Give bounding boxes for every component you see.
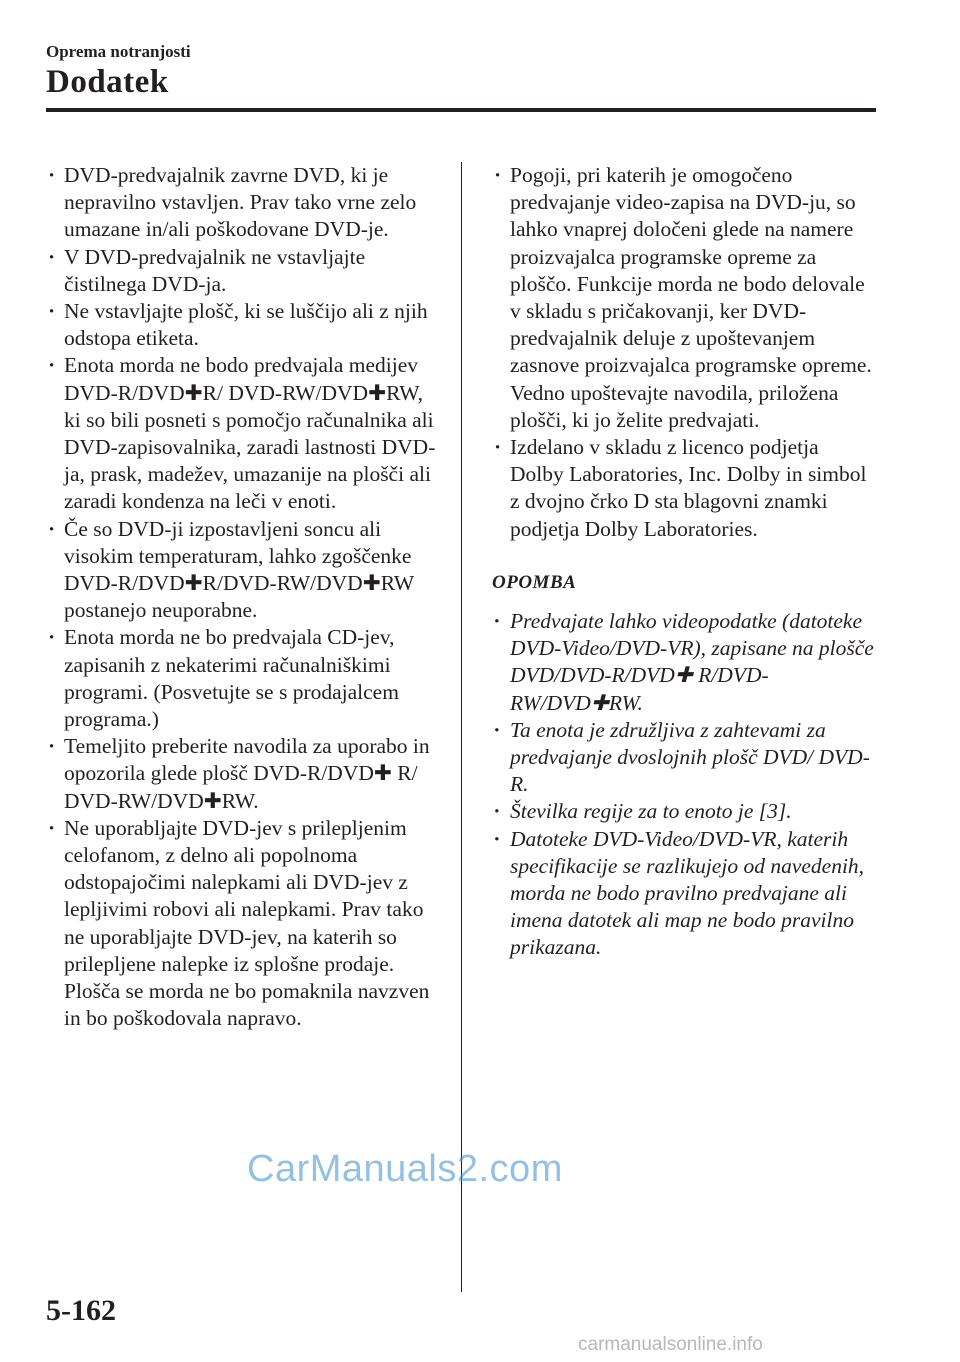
header-rule (46, 108, 876, 112)
bullet-item: · Ne vstavljajte plošč, ki se luščijo ali z njih odstopa etiketa. (46, 298, 438, 352)
right-column (492, 162, 876, 962)
bullet-item: · Pogoji, pri katerih je omogočeno predvajanje video-zapisa na DVD-ju, so lahko vnaprej določeni glede na namere proizvajalca programske opreme za ploščo. Funkcije morda ne bodo delovale v skladu s pričakovanji, ker DVD-predvajalnik deluje z upoštevanjem zasnove proizvajalca programske opreme. Vedno upoštevajte navodila, priložena plošči, ki jo želite predvajati. (492, 162, 876, 434)
bullet-item: · Enota morda ne bodo predvajala medijev DVD-R/DVD✚R/ DVD-RW/DVD✚RW, ki so bili posneti s pomočjo računalnika ali DVD-zapisovalnika, zaradi lastnosti DVD-ja, prask, madežev, umazanije na plošči ali zaradi kondenza na leči v enoti. (46, 352, 438, 515)
bullet-item: · Če so DVD-ji izpostavljeni soncu ali visokim temperaturam, lahko zgoščenke DVD-R/DVD✚R/DVD-RW/DVD✚RW postanejo neuporabne. (46, 516, 438, 625)
footer-watermark: carmanualsonline.info (578, 1334, 763, 1355)
note-item: · Ta enota je združljiva z zahtevami za predvajanje dvoslojnih plošč DVD/ DVD-R. (492, 717, 876, 799)
bullet-item: · Ne uporabljajte DVD-jev s prilepljenim celofanom, z delno ali popolnoma odstopajočimi nalepkami ali DVD-jev z lepljivimi robovi ali nalepkami. Prav tako ne uporabljajte DVD-jev, na katerih so prilepljene nalepke iz splošne prodaje. Plošča se morda ne bo pomaknila navzven in bo poškodovala napravo. (46, 815, 438, 1033)
section-label: Oprema notranjosti (46, 42, 191, 61)
note-title: OPOMBA (492, 571, 577, 593)
left-column (46, 162, 438, 1033)
note-item: · Datoteke DVD-Video/DVD-VR, katerih specifikacije se razlikujejo od navedenih, morda ne bodo pravilno predvajane ali imena datotek ali map ne bodo pravilno prikazana. (492, 826, 876, 962)
left-bullet-list (46, 162, 438, 1033)
page-number: 5-162 (46, 1294, 116, 1327)
right-bullet-list (492, 162, 876, 543)
note-item: · Predvajate lahko videopodatke (datoteke DVD-Video/DVD-VR), zapisane na plošče DVD/DVD-R/DVD✚ R/DVD-RW/DVD✚RW. (492, 608, 876, 717)
bullet-item: · Izdelano v skladu z licenco podjetja Dolby Laboratories, Inc. Dolby in simbol z dvojno črko D sta blagovni znamki podjetja Dolby Laboratories. (492, 434, 876, 543)
watermark: CarManuals2.com (247, 1148, 563, 1190)
bullet-item: · Temeljito preberite navodila za uporabo in opozorila glede plošč DVD-R/DVD✚ R/ DVD-RW/DVD✚RW. (46, 733, 438, 815)
bullet-item: · DVD-predvajalnik zavrne DVD, ki je nepravilno vstavljen. Prav tako vrne zelo umazane in/ali poškodovane DVD-je. (46, 162, 438, 244)
page-title: Dodatek (46, 64, 169, 100)
bullet-item: · Enota morda ne bo predvajala CD-jev, zapisanih z nekaterimi računalniškimi programi. (Posvetujte se s prodajalcem programa.) (46, 624, 438, 733)
note-item: · Številka regije za to enoto je [3]. (492, 798, 876, 825)
bullet-item: · V DVD-predvajalnik ne vstavljajte čistilnega DVD-ja. (46, 244, 438, 298)
column-divider (461, 162, 462, 1292)
note-list (492, 608, 876, 962)
